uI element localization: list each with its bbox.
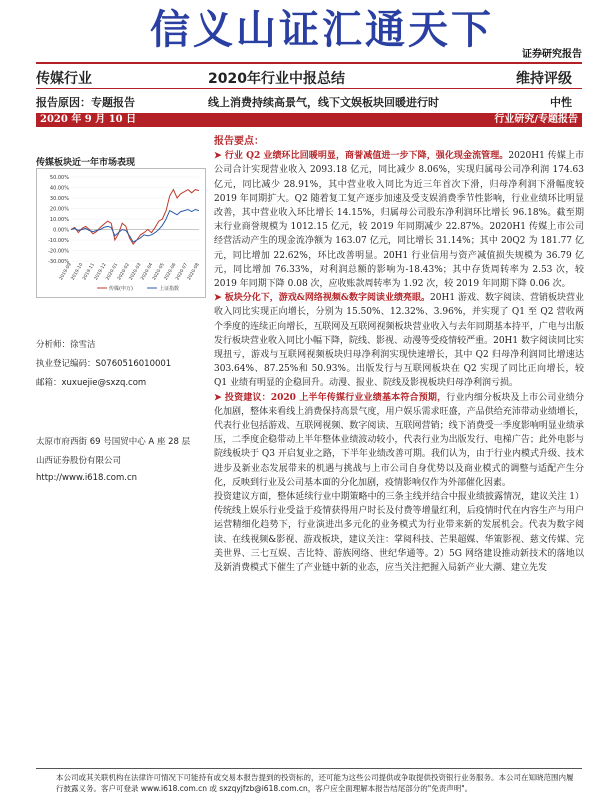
report-body bbox=[214, 135, 584, 575]
report-type-label: 证券研究报告 bbox=[522, 49, 582, 60]
report-reason: 报告原因：专题报告 bbox=[36, 96, 135, 109]
x-tick-label: 2020-08 bbox=[186, 262, 201, 282]
bullet-icon: ➤ bbox=[214, 392, 225, 403]
p1-title: 行业 Q2 业绩环比回暖明显，商誉减值进一步下降，强化现金流管理。 bbox=[224, 151, 509, 162]
x-tick-label: 2019-12 bbox=[93, 262, 108, 282]
chart-frame bbox=[36, 168, 206, 298]
header-divider-2 bbox=[36, 88, 582, 89]
x-tick-label: 2020-01 bbox=[105, 262, 120, 282]
p3-text: 行业内细分板块及上市公司业绩分化加剧，整体来看线上消费保持高景气度，用户娱乐需求旺盛，产品供给充沛带动业绩增长，代表行业包括游戏、互联网视频、数字阅读、互联网营销；线下消费受一季度影响明显业绩承压，二季度企稳带动上半年整体业绩波动较小，代表行业为出版发行、电梯广告；此外电影与院线板块于 Q3 开启复业之路，下半年业绩改善可期。我们认为，由于行业内模式升级、技术进步及新业态发展带来的机遇与挑战与上市公司自身优势以及商业模式的调整与适配产生分化，反映到行业及公司基本面的分化加剧，疫情影响仅作为外部催化因素。 bbox=[214, 392, 584, 488]
market-performance-chart bbox=[37, 169, 205, 297]
bullet-icon: ➤ bbox=[214, 293, 225, 304]
website-link[interactable]: http://www.i618.com.cn bbox=[36, 473, 138, 483]
x-tick-label: 2020-04 bbox=[140, 262, 155, 282]
company: 山西证券股份有限公司 bbox=[36, 456, 122, 466]
address: 太原市府西街 69 号国贸中心 A 座 28 层 bbox=[36, 437, 191, 447]
x-tick-label: 2020-07 bbox=[175, 262, 190, 282]
p2-text: 20H1 游戏、数字阅读、营销板块营业收入同比实现正向增长，分别为 15.50%、12.32%、3.96%，并实现了 Q1 至 Q2 营收两个季度的连续正向增长，互联网及互联网视频板块营业收入与去年同期基本持平，广电与出版发行板块营业收入同比小幅下降，院线、影视、动漫等受疫情较严重。20H1 数字阅读同比实现扭亏，游戏与互联网视频板块归母净利润实现快速增长，其中 Q2 归母净利润同比增速达 303.64%、87.25%和 50.93%。出版发行与互联网板块在 Q2 实现了同比正向增长，较 Q1 业绩有明显的企稳回升。动漫、报业、院线及影视板块归母净利润亏损。 bbox=[214, 293, 584, 389]
chart-title: 传媒板块近一年市场表现 bbox=[36, 158, 136, 168]
footer-divider bbox=[36, 768, 582, 769]
p2-title: 板块分化下，游戏&网络视频&数字阅读业绩亮眼。 bbox=[224, 293, 431, 304]
x-tick-label: 2019-11 bbox=[82, 262, 97, 282]
x-tick-label: 2019-10 bbox=[70, 262, 85, 282]
y-tick-label: -20.00% bbox=[48, 248, 69, 255]
report-date: 2020 年 9 月 10 日 bbox=[40, 114, 137, 125]
report-category: 行业研究/专题报告 bbox=[494, 114, 578, 125]
y-tick-label: 40.00% bbox=[49, 185, 69, 192]
section-heading: 报告要点： bbox=[214, 136, 264, 147]
p3-title: 投资建议：2020 上半年传媒行业业绩基本符合预期， bbox=[224, 392, 447, 403]
y-tick-label: -10.00% bbox=[48, 238, 69, 244]
industry: 传媒行业 bbox=[36, 71, 92, 87]
y-tick-label: -30.00% bbox=[48, 259, 69, 265]
paragraph-2 bbox=[214, 291, 584, 390]
cert-code: 执业登记编码：S0760516010001 bbox=[36, 359, 172, 369]
disclaimer: 本公司或其关联机构在法律许可情况下可能持有或交易本报告提到的投资标的，还可能为这些公司提供或争取提供投资银行业务服务。本公司在知晓范围内履行披露义务。客户可登录 www.i618.com.cn 或 sxzqyjfzb@i618.com.cn，客户应全面理解本报告结尾部分的"免责声明"。 bbox=[56, 773, 574, 793]
legend-label: 传媒(申万) bbox=[109, 286, 133, 292]
header-divider bbox=[36, 62, 582, 64]
paragraph-1 bbox=[214, 149, 584, 291]
x-tick-label: 2020-06 bbox=[163, 262, 178, 282]
x-tick-label: 2020-02 bbox=[117, 262, 131, 282]
legend-label: 上证指数 bbox=[159, 286, 180, 292]
logo: 信义山证汇通天下 bbox=[150, 6, 494, 53]
rating: 维持评级 bbox=[516, 71, 572, 87]
y-tick-label: 20.00% bbox=[49, 206, 69, 213]
paragraph-3 bbox=[214, 391, 584, 490]
analyst: 分析师：徐雪洁 bbox=[36, 340, 96, 350]
y-tick-label: 10.00% bbox=[49, 217, 69, 223]
y-tick-label: 0.00% bbox=[53, 227, 69, 234]
bullet-icon: ➤ bbox=[214, 151, 225, 162]
y-tick-label: 50.00% bbox=[49, 175, 69, 181]
x-tick-label: 2020-03 bbox=[128, 262, 143, 282]
y-tick-label: 30.00% bbox=[49, 196, 69, 202]
series-line-2 bbox=[71, 210, 199, 243]
x-tick-label: 2019-09 bbox=[58, 262, 73, 282]
report-subtitle: 线上消费持续高景气，线下文娱板块回暖进行时 bbox=[208, 96, 439, 109]
rating-value: 中性 bbox=[550, 96, 572, 109]
paragraph-4: 投资建议方面，整体延续行业中期策略中的三条主线并结合中报业绩披露情况，建议关注 1）传统线上娱乐行业受益于疫情获得用户时长及付费等增量红利，后疫情时代在内容生产与用户运营精细化趋势下，行业演进出多元化的业务模式为行业带来新的发展机会。代表为数字阅读、在线视频&影视、游戏板块，建议关注：掌阅科技、芒果超媒、华策影视、慈文传媒、完美世界、三七互娱、吉比特、游族网络、世纪华通等。2）5G 网络建设推动新技术的落地以及新消费模式下催生了产业链中新的业态，应当关注把握入局新产业大潮、建立先发 bbox=[214, 492, 584, 574]
email[interactable]: 邮箱：xuxuejie@sxzq.com bbox=[36, 378, 147, 388]
x-tick-label: 2020-05 bbox=[152, 262, 166, 282]
p1-text: 2020H1 传媒上市公司合计实现营业收入 2093.18 亿元，同比减少 8.06%，实现归属母公司净利润 174.63 亿元，同比减少 28.91%，其中营业收入同比为近三年首次下滑，归母净利润下滑幅度较 2019 年同期扩大。Q2 随着复工复产逐步加速及受支娱消费季节性影响，行业业绩环比明显改善，其中营业收入环比增长 14.15%，归属母公司股东净利润环比增长 96.18%。截至期末行业商誉规模为 1012.15 亿元，较 2019 年同期减少 22.87%。2020H1 传媒上市公司经营活动产生的现金流净额为 163.07 亿元，同比增长 31.14%；其中 20Q2 为 181.77 亿元，同比增加 22.62%，环比改善明显。20H1 行业信用与资产减值损失规模为 36.79 亿元，同比增加 76.33%，对利润总额的影响为-18.43%；其中存货周转率为 2.53 次，较 2019 年同期下降 0.08 次，应收账款周转率为 1.92 次，较 2019 年同期下降 0.06 次。 bbox=[214, 151, 584, 290]
report-title: 2020年行业中报总结 bbox=[208, 71, 345, 87]
